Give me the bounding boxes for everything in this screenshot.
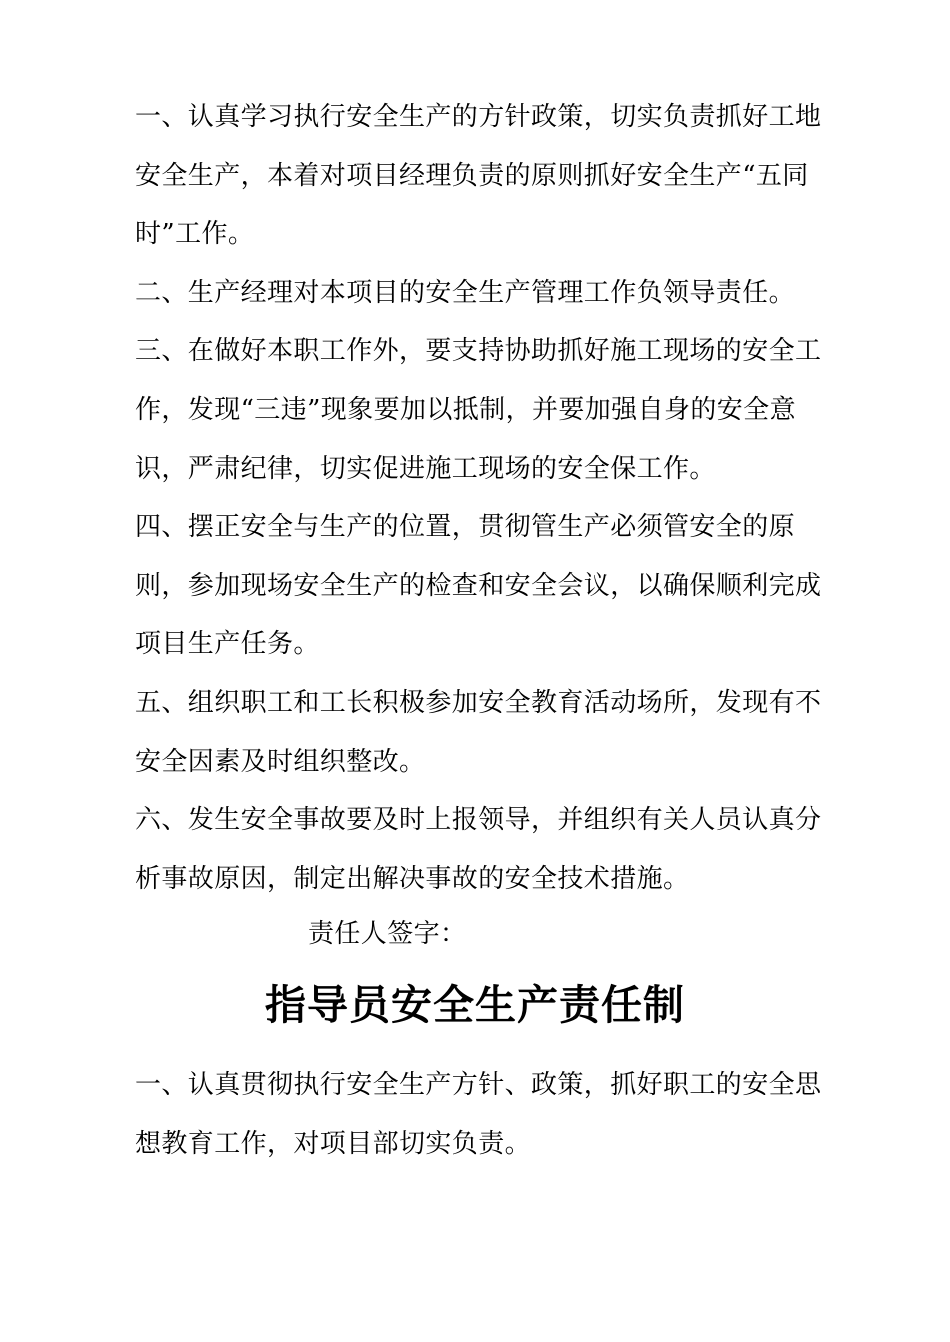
paragraph-2: 二、生产经理对本项目的安全生产管理工作负领导责任。 xyxy=(135,277,796,308)
section-paragraphs xyxy=(135,1056,835,1173)
paragraph-1: 一、认真学习执行安全生产的方针政策，切实负责抓好工地安全生产，本着对项目经理负责的原则抓好安全生产“五同时”工作。 xyxy=(135,102,822,250)
paragraph-3: 三、在做好本职工作外，要支持协助抓好施工现场的安全工作，发现“三违”现象要加以抵制，并要加强自身的安全意识，严肃纪律，切实促进施工现场的安全保工作。 xyxy=(135,336,822,484)
responsibility-list xyxy=(135,88,835,908)
signature-label: 责任人签字： xyxy=(308,919,467,949)
section-paragraph-1: 一、认真贯彻执行安全生产方针、政策，抓好职工的安全思想教育工作，对项目部切实负责。 xyxy=(135,1070,822,1159)
paragraph-5: 五、组织职工和工长积极参加安全教育活动场所，发现有不安全因素及时组织整改。 xyxy=(135,687,822,777)
section-title: 指导员安全生产责任制 xyxy=(265,981,685,1029)
paragraph-4: 四、摆正安全与生产的位置，贯彻管生产必须管安全的原则，参加现场安全生产的检查和安全会议，以确保顺利完成项目生产任务。 xyxy=(135,512,822,660)
paragraph-6: 六、发生安全事故要及时上报领导，并组织有关人员认真分析事故原因，制定出解决事故的安全技术措施。 xyxy=(135,805,822,894)
